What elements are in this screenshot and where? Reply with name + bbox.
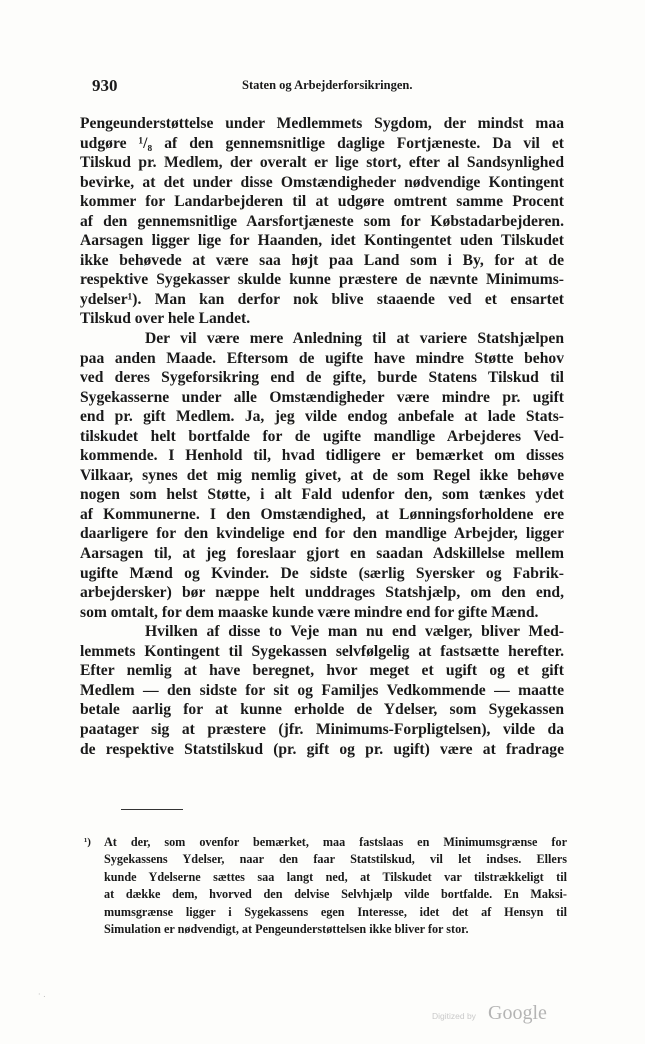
running-title: Staten og Arbejderforsikringen. [242, 78, 413, 92]
body-line: af den gennemsnitlige Aarsfortjæneste som for Købstadarbejderen. [80, 212, 564, 230]
body-line: paatager sig at præstere (jfr. Minimums-Forpligtelsen), vilde da [80, 720, 564, 738]
body-line: som omtalt, for dem maaske kunde være mindre end for gifte Mænd. [80, 603, 539, 621]
footnote [84, 834, 567, 938]
body-line: arbejdersker) bør næppe helt unddrages Statshjælp, om den end, [80, 584, 564, 602]
body-line: Tilskud over hele Landet. [80, 310, 251, 328]
body-line: udgøre ¹/₈ af den gennemsnitlige daglige Fortjæneste. Da vil et [80, 134, 564, 152]
watermark-google-logo: Google [488, 1002, 547, 1024]
body-line: Efter nemlig at have beregnet, hvor meget et ugift og et gift [80, 662, 564, 680]
body-line: Pengeunderstøttelse under Medlemmets Sygdom, der mindst maa [80, 115, 564, 132]
body-line: Aarsagen til, at jeg foreslaar gjort en saadan Adskillelse mellem [80, 545, 564, 563]
footnote-line: At der, som ovenfor bemærket, maa fastslaas en Minimumsgrænse for [104, 835, 567, 849]
scan-specks: · . [38, 990, 46, 999]
body-line: respektive Sygekasser skulde kunne præstere de nævnte Minimums- [80, 271, 564, 289]
body-line: Hvilken af disse to Veje man nu end vælger, bliver Med- [145, 623, 564, 641]
footnote-marker: ¹) [84, 836, 91, 848]
body-line: kommende. I Henhold til, hvad tidligere er bemærket om disses [80, 447, 564, 465]
body-line: Vilkaar, synes det mig nemlig givet, at de som Regel ikke behøve [80, 466, 564, 484]
footnote-rule [121, 809, 183, 810]
watermark-digitized-by: Digitized by [432, 1011, 476, 1021]
footnote-line: mumsgrænse ligger i Sygekassens egen Interesse, idet det af Hensyn til [104, 904, 567, 919]
footnote-line: Simulation er nødvendigt, at Pengeunderstøttelsen ikke bliver for stor. [104, 921, 469, 936]
body-line: ikke behøvede at være saa højt paa Land som i By, for at de [80, 251, 564, 269]
body-line: bevirke, at det under disse Omstændigheder nødvendige Kontingent [80, 173, 564, 191]
body-line: ved deres Sygeforsikring end de gifte, burde Statens Tilskud til [80, 369, 564, 387]
body-line: tilskudet helt bortfalde for de ugifte mandlige Arbejderes Ved- [80, 427, 564, 445]
footnote-line: Sygekassens Ydelser, naar den faar Statstilskud, vil let indses. Ellers [104, 852, 567, 867]
page-header [92, 76, 560, 102]
footnote-line: at dække dem, hvorved den delvise Selvhjælp vilde bortfalde. En Maksi- [104, 887, 567, 902]
body-line: Sygekasserne under alle Omstændigheder være mindre pr. ugift [80, 388, 564, 406]
body-line: betale aarlig for at kunne erholde de Ydelser, som Sygekassen [80, 701, 564, 719]
body-text [80, 114, 564, 759]
body-line: Medlem — den sidste for sit og Familjes Vedkommende — maatte [80, 681, 564, 699]
body-line: ydelser¹). Man kan derfor nok blive staaende ved et ensartet [80, 290, 564, 308]
footnote-line: kunde Ydelserne sættes saa langt ned, at Tilskudet var tilstrækkeligt til [104, 869, 567, 884]
body-line: paa anden Maade. Eftersom de ugifte have mindre Støtte behov [80, 349, 564, 367]
body-line: end pr. gift Medlem. Ja, jeg vilde endog anbefale at lade Stats- [80, 408, 564, 426]
google-watermark [432, 1002, 572, 1028]
body-line: daarligere for den kvindelige end for den mandlige Arbejder, ligger [80, 525, 564, 543]
body-line: af Kommunerne. I den Omstændighed, at Lønningsforholdene ere [80, 505, 564, 523]
body-line: Aarsagen ligger lige for Haanden, idet Kontingentet uden Tilskudet [80, 232, 564, 250]
body-line: ugifte Mænd og Kvinder. De sidste (særlig Syersker og Fabrik- [80, 564, 564, 582]
body-line: lemmets Kontingent til Sygekassen selvfølgelig at fastsætte herefter. [80, 642, 564, 660]
body-line: Der vil være mere Anledning til at variere Statshjælpen [145, 330, 564, 348]
body-line: Tilskud pr. Medlem, der overalt er lige stort, efter al Sandsynlighed [80, 154, 564, 172]
body-line: de respektive Statstilskud (pr. gift og pr. ugift) være at fradrage [80, 740, 564, 758]
body-line: nogen som helst Støtte, i alt Fald udenfor den, som tænkes ydet [80, 486, 564, 504]
body-line: kommer for Landarbejderen til at udgøre omtrent samme Procent [80, 193, 564, 211]
page-number: 930 [92, 76, 118, 95]
